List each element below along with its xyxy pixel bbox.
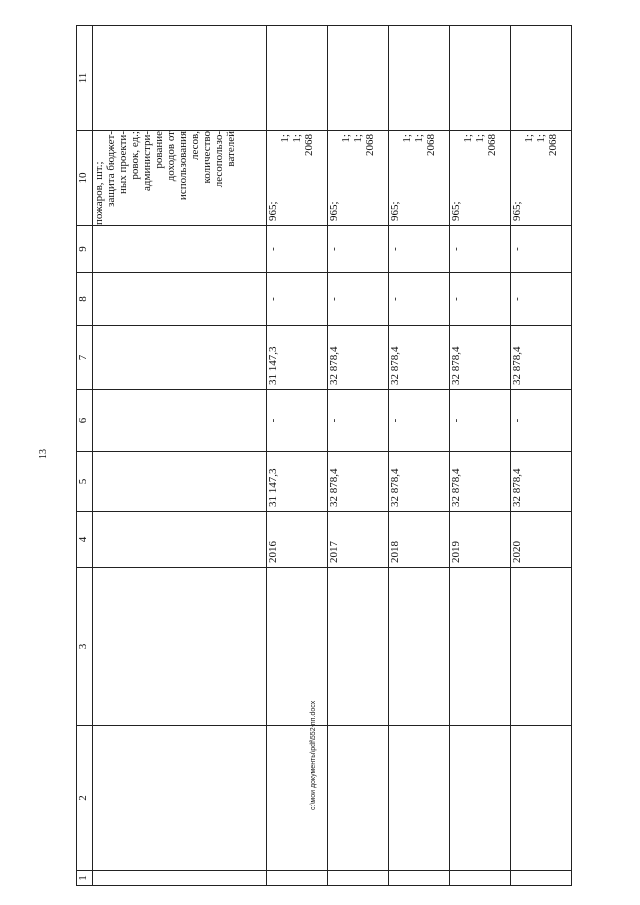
table-row [389, 26, 450, 886]
dash-cell: - [267, 226, 328, 273]
indicator-line: лесов, [189, 131, 202, 160]
indicator-value: 965; [267, 201, 280, 221]
table-cell [93, 26, 267, 131]
indicator-value: 1; [291, 134, 304, 143]
table-cell [389, 726, 450, 871]
indicator-line: использования [177, 131, 190, 201]
table-cell [93, 512, 267, 568]
table-cell [450, 568, 511, 726]
header-cell: 9 [77, 226, 93, 273]
table-cell [510, 871, 571, 886]
dash-cell: - [267, 390, 328, 452]
indicator-line: пожаров, шт.; [93, 161, 106, 225]
header-cell: 7 [77, 326, 93, 390]
table-cell [510, 726, 571, 871]
indicator-line: доходов от [165, 131, 178, 182]
dash-cell: - [510, 273, 571, 326]
table-cell [510, 568, 571, 726]
table-cell [389, 26, 450, 131]
indicator-description [93, 131, 267, 226]
header-cell: 1 [77, 871, 93, 886]
indicator-value: 1; [534, 134, 547, 143]
indicator-value: 1; [413, 134, 426, 143]
table-cell [389, 568, 450, 726]
header-cell: 4 [77, 512, 93, 568]
dash-cell: - [389, 390, 450, 452]
header-cell: 10 [77, 131, 93, 226]
table-cell [328, 26, 389, 131]
header-cell: 5 [77, 452, 93, 512]
amount-cell: 31 147,3 [267, 326, 328, 390]
dash-cell: - [450, 390, 511, 452]
table-row [450, 26, 511, 886]
amount-cell: 32 878,4 [328, 452, 389, 512]
amount-cell: 32 878,4 [389, 326, 450, 390]
table-cell [267, 871, 328, 886]
header-cell: 2 [77, 726, 93, 871]
table-row [93, 26, 267, 886]
header-cell: 3 [77, 568, 93, 726]
table-cell [93, 226, 267, 273]
dash-cell: - [267, 273, 328, 326]
indicator-value: 1; [352, 134, 365, 143]
table-cell [93, 273, 267, 326]
dash-cell: - [389, 273, 450, 326]
amount-cell: 32 878,4 [328, 326, 389, 390]
indicator-values-cell [389, 131, 450, 226]
indicator-value: 2068 [425, 134, 438, 156]
dash-cell: - [328, 390, 389, 452]
indicator-value: 965; [389, 201, 402, 221]
indicator-value: 1; [401, 134, 414, 143]
year-cell: 2020 [510, 512, 571, 568]
year-cell: 2016 [267, 512, 328, 568]
table-cell [93, 568, 267, 726]
indicator-value: 965; [450, 201, 462, 221]
indicator-value: 2068 [364, 134, 377, 156]
table-cell [450, 26, 511, 131]
table-row [328, 26, 389, 886]
table-cell [93, 871, 267, 886]
table-cell [328, 726, 389, 871]
year-cell: 2017 [328, 512, 389, 568]
rotated-table-frame [76, 26, 572, 886]
footer-file-path: c:\мои документы\pdf\552-пп.docx [310, 700, 317, 810]
program-table [76, 25, 572, 886]
indicator-line: ровок, ед.; [129, 131, 142, 180]
dash-cell: - [510, 390, 571, 452]
dash-cell: - [389, 226, 450, 273]
table-cell [328, 871, 389, 886]
amount-cell: 31 147,3 [267, 452, 328, 512]
indicator-line: защита бюджет- [105, 131, 118, 207]
indicator-line: лесопользо- [213, 131, 226, 188]
table-cell [267, 26, 328, 131]
header-cell: 6 [77, 390, 93, 452]
amount-cell: 32 878,4 [510, 452, 571, 512]
amount-cell: 32 878,4 [450, 452, 511, 512]
table-cell [328, 568, 389, 726]
amount-cell: 32 878,4 [389, 452, 450, 512]
table-cell [389, 871, 450, 886]
table-cell [450, 726, 511, 871]
table-cell [93, 390, 267, 452]
indicator-value: 965; [510, 201, 523, 221]
indicator-value: 1; [522, 134, 535, 143]
header-row [77, 26, 93, 886]
table-cell [93, 326, 267, 390]
indicator-line: количество [201, 131, 214, 184]
table-cell [93, 726, 267, 871]
dash-cell: - [328, 273, 389, 326]
indicator-value: 965; [328, 201, 341, 221]
indicator-line: вателей [225, 131, 238, 167]
indicator-values-cell [450, 131, 511, 226]
amount-cell: 32 878,4 [510, 326, 571, 390]
year-cell: 2019 [450, 512, 511, 568]
indicator-value: 1; [340, 134, 353, 143]
indicator-line: ных проекти- [117, 131, 130, 194]
indicator-line: рование [153, 131, 166, 169]
table-row [510, 26, 571, 886]
indicator-value: 2068 [486, 134, 498, 156]
indicator-value: 2068 [303, 134, 316, 156]
indicator-values-cell [328, 131, 389, 226]
header-cell: 8 [77, 273, 93, 326]
indicator-value: 1; [279, 134, 292, 143]
table-cell [93, 452, 267, 512]
indicator-value: 2068 [546, 134, 559, 156]
year-cell: 2018 [389, 512, 450, 568]
indicator-values-cell [267, 131, 328, 226]
header-cell: 11 [77, 26, 93, 131]
indicator-value: 1; [474, 134, 486, 143]
page-number: 13 [38, 449, 49, 459]
table-cell [510, 26, 571, 131]
indicator-line: администри- [141, 131, 154, 191]
table-cell [450, 871, 511, 886]
dash-cell: - [450, 273, 511, 326]
dash-cell: - [328, 226, 389, 273]
dash-cell: - [450, 226, 511, 273]
indicator-value: 1; [462, 134, 474, 143]
amount-cell: 32 878,4 [450, 326, 511, 390]
dash-cell: - [510, 226, 571, 273]
indicator-values-cell [510, 131, 571, 226]
